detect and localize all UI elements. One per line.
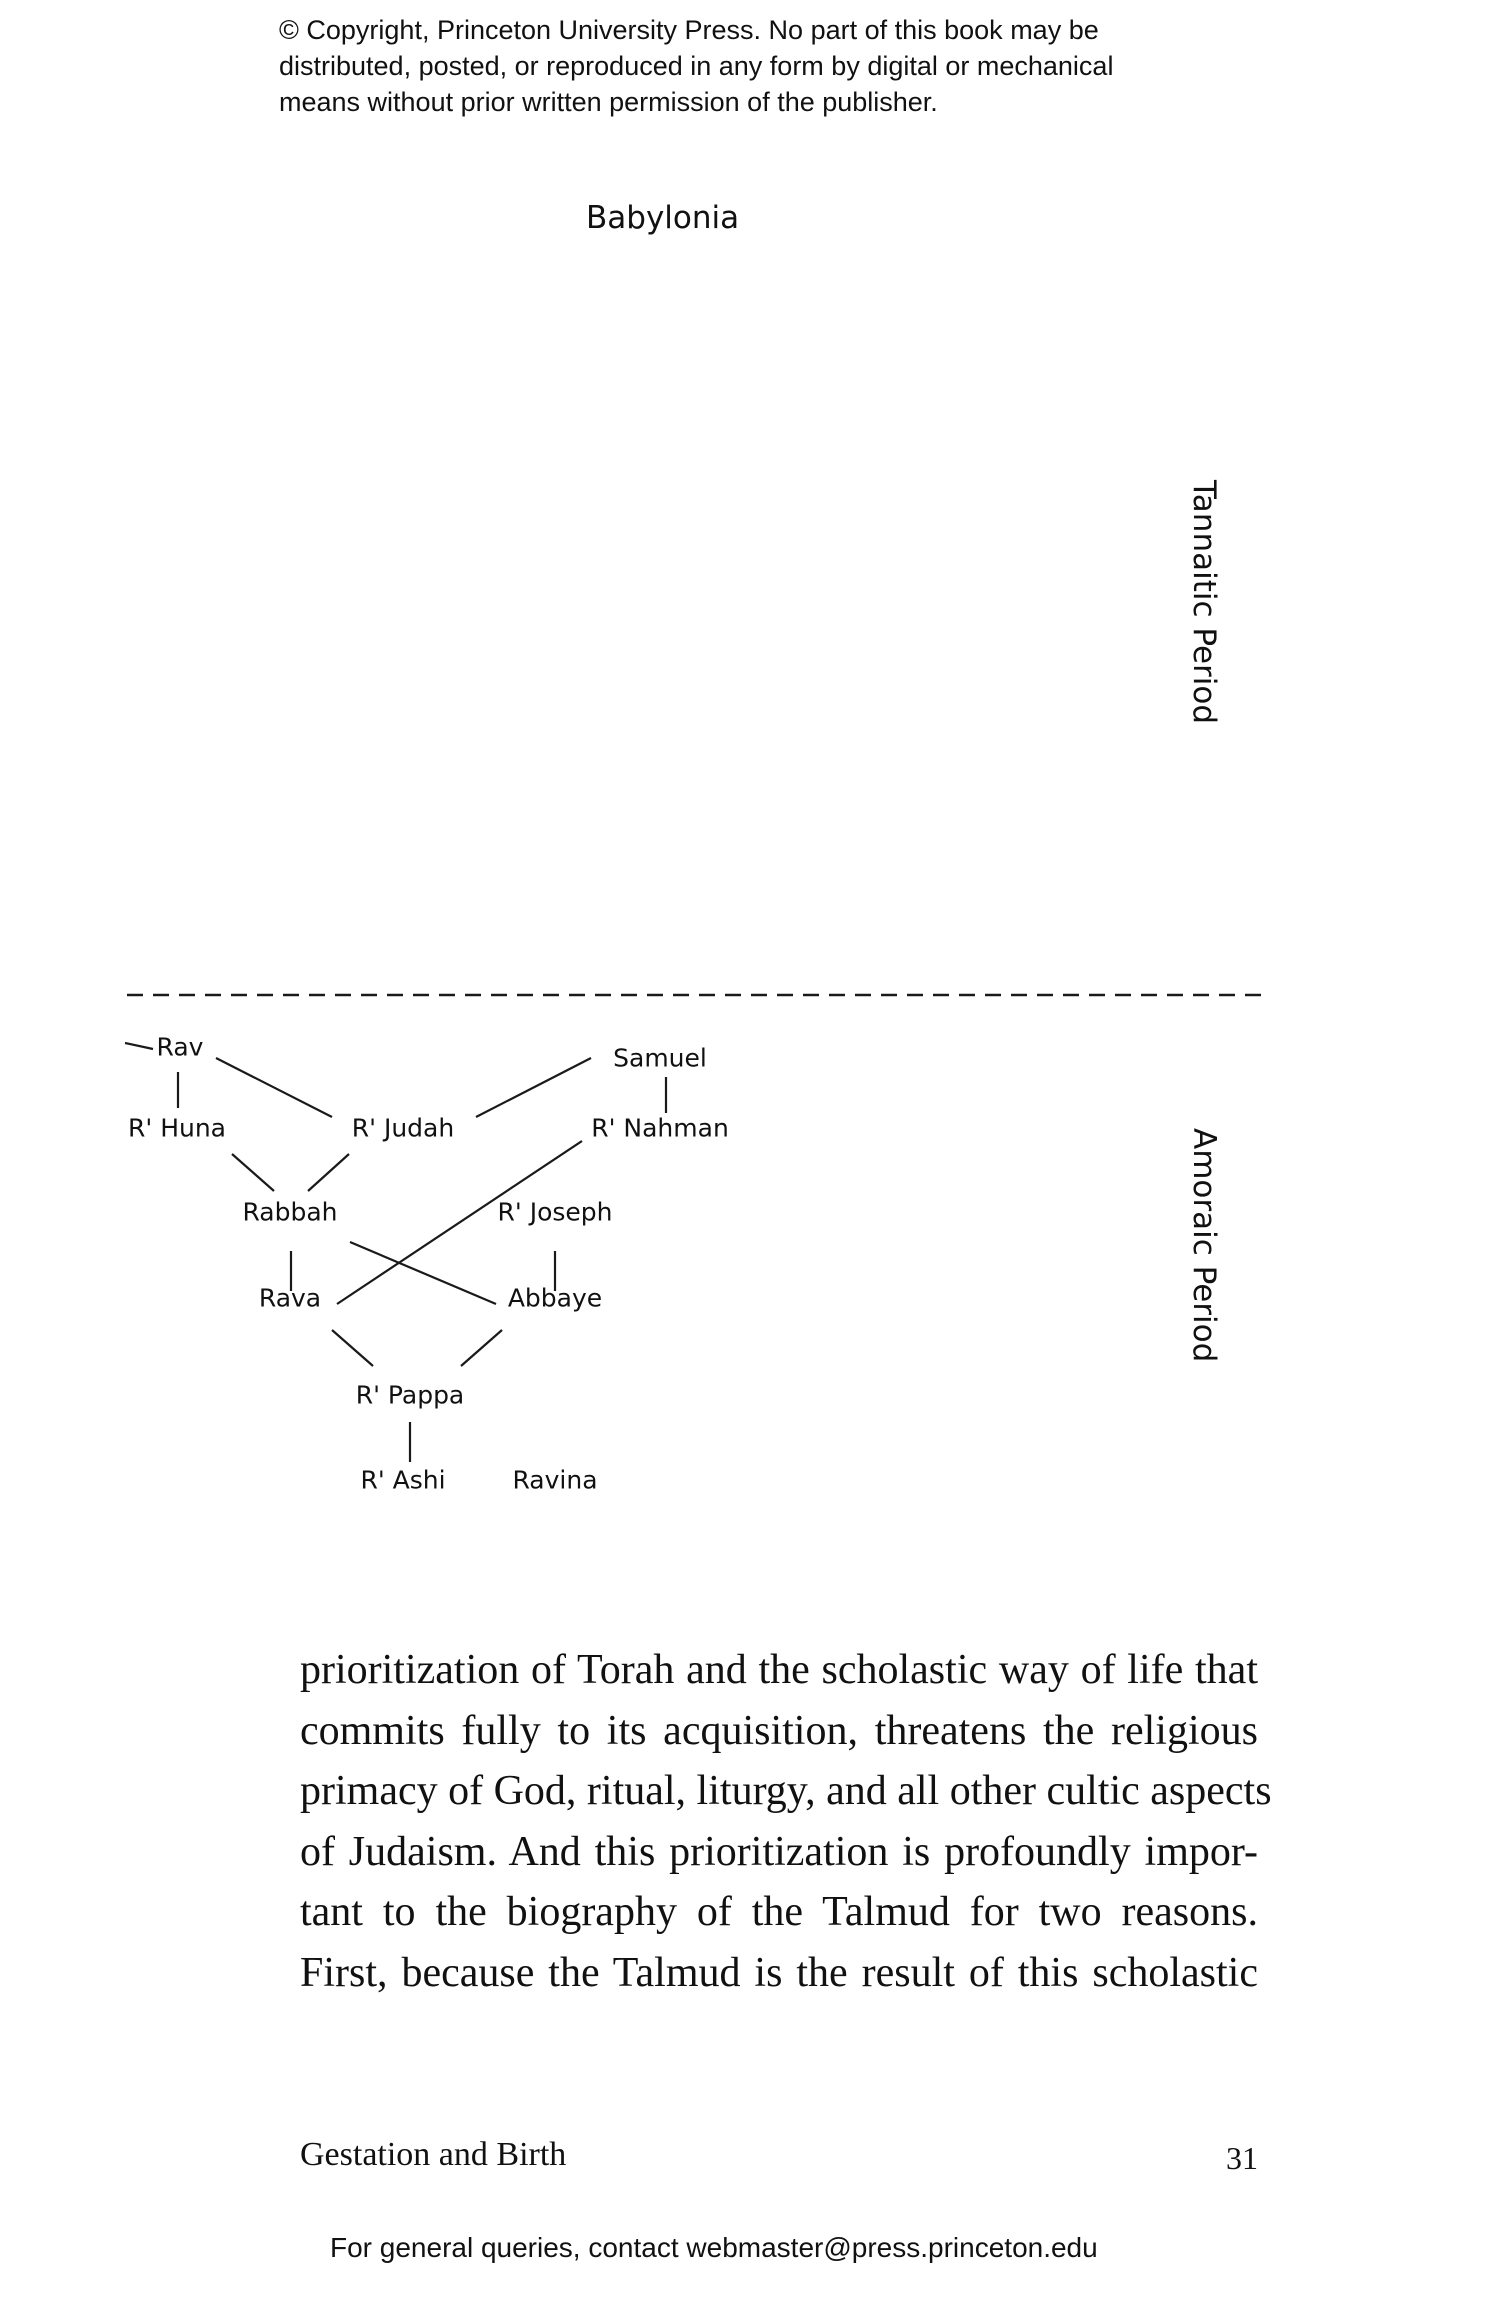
node-rabbah: Rabbah xyxy=(242,1197,338,1227)
edge-samuel-judah xyxy=(476,1058,591,1117)
period-label-amoraic: Amoraic Period xyxy=(1186,1128,1222,1363)
copyright-notice xyxy=(279,12,1113,120)
body-paragraph xyxy=(300,1640,1272,2003)
body-line: primacy of God, ritual, liturgy, and all other cultic aspects xyxy=(300,1768,1272,1814)
edge-rabbah-abbaye xyxy=(350,1242,496,1304)
node-judah: R' Judah xyxy=(351,1113,455,1143)
period-label-tannaitic: Tannaitic Period xyxy=(1186,480,1222,725)
body-line: First, because the Talmud is the result of this scholastic xyxy=(300,1949,1258,1996)
node-nahman: R' Nahman xyxy=(591,1113,729,1143)
node-ravina: Ravina xyxy=(512,1465,598,1495)
node-pappa: R' Pappa xyxy=(355,1380,465,1410)
contact-notice: For general queries, contact webmaster@press.princeton.edu xyxy=(330,2232,1098,2263)
node-rava: Rava xyxy=(258,1283,322,1313)
copyright-line: means without prior written permission of the publisher. xyxy=(279,87,938,117)
node-samuel: Samuel xyxy=(613,1043,707,1073)
body-line: prioritization of Torah and the scholastic way of life that xyxy=(300,1647,1258,1693)
body-line: tant to the biography of the Talmud for two reasons. xyxy=(300,1889,1258,1935)
page-number: 31 xyxy=(1226,2140,1258,2176)
node-joseph: R' Joseph xyxy=(497,1197,613,1227)
diagram-region-title: Babylonia xyxy=(586,200,740,236)
edge-abbaye-pappa xyxy=(461,1330,502,1366)
copyright-line: © Copyright, Princeton University Press. No part of this book may be xyxy=(279,15,1099,45)
node-huna: R' Huna xyxy=(128,1113,226,1143)
edge-huna-rabbah xyxy=(232,1154,274,1191)
edge-judah-rabbah xyxy=(308,1154,349,1191)
body-line: of Judaism. And this prioritization is profoundly impor- xyxy=(300,1828,1258,1875)
edge-rav-judah xyxy=(216,1058,332,1117)
copyright-line: distributed, posted, or reproduced in any form by digital or mechanical xyxy=(279,51,1114,81)
node-rav: Rav xyxy=(156,1032,204,1062)
node-abbaye: Abbaye xyxy=(507,1283,603,1313)
body-line: commits fully to its acquisition, threatens the religious xyxy=(300,1707,1258,1754)
edge-rav-stub xyxy=(125,1043,153,1049)
node-ashi: R' Ashi xyxy=(360,1465,446,1495)
edge-rava-pappa xyxy=(332,1330,373,1366)
running-footer-title: Gestation and Birth xyxy=(300,2136,567,2173)
